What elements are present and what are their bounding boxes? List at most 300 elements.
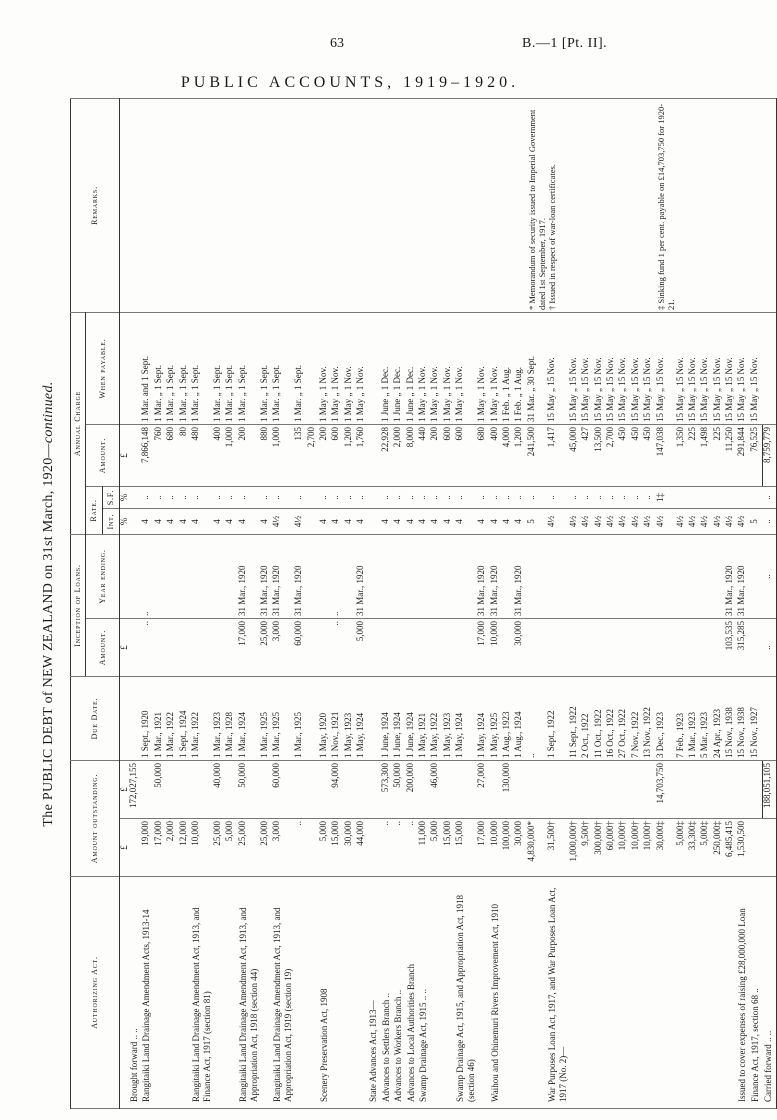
cell-when-payable: 1 June „ 1 Dec.	[381, 313, 393, 425]
cell-annual-amount: 1,200	[344, 425, 356, 487]
cell-outstanding-amount: 60,000†	[606, 819, 618, 877]
cell-due-date: 27 Oct., 1922	[618, 677, 630, 761]
cell-inception-amount	[581, 619, 593, 677]
cell-when-payable: 15 May „ 15 Nov.	[618, 313, 630, 425]
cell-outstanding-amount: 19,000	[141, 819, 153, 877]
cell-inception-year	[368, 535, 380, 619]
cell-rate-int: 4½	[294, 509, 306, 535]
cell-outstanding-amount: 10,000	[191, 819, 213, 877]
cell-when-payable: 15 May „ 15 Nov.	[725, 313, 737, 425]
cell-rate-sf: ..	[238, 487, 260, 509]
cell-rate-int	[368, 509, 380, 535]
table-row	[547, 99, 569, 1109]
cell-inception-year	[547, 535, 569, 619]
cell-rate-sf	[688, 487, 700, 509]
cell-when-payable: 1 Mar. „ 1 Sept.	[166, 313, 178, 425]
cell-outstanding-amount: 1,530,500	[737, 819, 749, 877]
cell-remarks: * Memorandum of security issued to Imperial Government dated 1st September, 1917.	[527, 99, 547, 313]
table-body	[129, 99, 776, 1109]
cell-outstanding-subtotal: 14,703,750	[656, 761, 676, 819]
table-row	[477, 99, 489, 1109]
cell-outstanding-amount: 10,000†	[643, 819, 655, 877]
cell-annual-amount: 1,200	[514, 425, 526, 487]
cell-outstanding-subtotal	[225, 761, 237, 819]
table-row	[141, 99, 153, 1109]
cell-outstanding-subtotal: 27,000	[477, 761, 489, 819]
cell-outstanding-amount: 12,000	[179, 819, 191, 877]
cell-outstanding-amount: 300,000†	[594, 819, 606, 877]
units-cell	[120, 313, 130, 425]
table-row	[631, 99, 643, 1109]
cell-inception-year: 31 Mar., 1920	[490, 535, 502, 619]
header-row-top	[71, 99, 86, 1109]
cell-inception-year	[443, 535, 455, 619]
cell-rate-int: 5	[750, 509, 763, 535]
cell-when-payable: 15 May „ 15 Nov.	[656, 313, 676, 425]
cell-inception-year: 31 Mar., 1920	[356, 535, 368, 619]
cell-outstanding-subtotal	[443, 761, 455, 819]
cell-rate-int: 4	[166, 509, 178, 535]
cell-when-payable: 15 May „ 15 Nov.	[713, 313, 725, 425]
cell-remarks	[455, 99, 477, 313]
cell-remarks	[191, 99, 213, 313]
col-year-ending: Year ending.	[86, 535, 120, 619]
cell-rate-int: 4½	[688, 509, 700, 535]
cell-due-date: 15 Nov., 1938	[737, 677, 749, 761]
cell-rate-sf: ..	[294, 487, 306, 509]
table-row	[490, 99, 502, 1109]
cell-rate-sf: ..	[260, 487, 272, 509]
table-row	[514, 99, 526, 1109]
cell-outstanding-subtotal: 50,000	[393, 761, 405, 819]
cell-annual-amount: 760	[154, 425, 166, 487]
cell-due-date: 1 Mar., 1922	[191, 677, 213, 761]
cell-rate-sf: ..	[514, 487, 526, 509]
cell-rate-int: 4	[213, 509, 225, 535]
cell-annual-amount: 680	[477, 425, 489, 487]
cell-due-date: 24 Apr., 1923	[713, 677, 725, 761]
cell-outstanding-amount: 30,000	[514, 819, 526, 877]
cell-inception-amount: 60,000	[294, 619, 306, 677]
cell-annual-amount: 291,844	[737, 425, 749, 487]
cell-authorizing-act: Rangitaiki Land Drainage Amendment Act, 1913, and Appropriation Act, 1919 (section 19)	[272, 877, 294, 1109]
table-row	[581, 99, 593, 1109]
cell-annual-amount: 427	[581, 425, 593, 487]
cell-remarks	[606, 99, 618, 313]
cell-inception-amount	[643, 619, 655, 677]
carried-forward-blank	[763, 819, 776, 877]
cell-inception-amount: 25,000	[260, 619, 272, 677]
cell-rate-sf: ..	[443, 487, 455, 509]
cell-outstanding-subtotal	[581, 761, 593, 819]
page-title: PUBLIC ACCOUNTS, 1919–1920.	[180, 74, 520, 91]
cell-annual-amount: 450	[618, 425, 630, 487]
cell-due-date: 3 Dec., 1923	[656, 677, 676, 761]
table-row	[688, 99, 700, 1109]
cell-inception-amount	[393, 619, 405, 677]
cell-outstanding-amount	[368, 819, 380, 877]
cell-rate-sf: ..	[477, 487, 489, 509]
cell-due-date: 1 May, 1925	[490, 677, 502, 761]
cell-rate-int: 4½	[594, 509, 606, 535]
cell-outstanding-subtotal: 50,000	[238, 761, 260, 819]
cell-rate-sf: ..	[569, 487, 581, 509]
cell-rate-int: 4	[238, 509, 260, 535]
cell-authorizing-act	[643, 877, 655, 1109]
cell-inception-amount	[225, 619, 237, 677]
cell-outstanding-subtotal	[368, 761, 380, 819]
units-cell	[120, 99, 130, 313]
cell-inception-year: ..	[141, 535, 153, 619]
units-percent: %	[120, 487, 130, 509]
cell-when-payable: 1 Mar. „ 1 Sept.	[272, 313, 294, 425]
table-row	[527, 99, 547, 1109]
cell-inception-amount	[688, 619, 700, 677]
cell-rate-sf: ..	[344, 487, 356, 509]
cell-authorizing-act	[700, 877, 712, 1109]
cell-outstanding-subtotal	[688, 761, 700, 819]
cell-rate-sf: ..	[618, 487, 630, 509]
cell-due-date: 11 Sept., 1922	[569, 677, 581, 761]
cell-due-date: 1 Mar., 1925	[260, 677, 272, 761]
cell-inception-amount	[381, 619, 393, 677]
col-amount-outstanding: Amount outstanding.	[71, 761, 120, 877]
cell-rate-int: 4½	[581, 509, 593, 535]
cell-inception-year	[581, 535, 593, 619]
cell-authorizing-act: Waihou and Ohinemuri Rivers Improvement Act, 1910	[490, 877, 502, 1109]
cell-remarks	[725, 99, 737, 313]
cell-inception-year: 31 Mar., 1920	[260, 535, 272, 619]
cell-outstanding-amount: ..	[294, 819, 306, 877]
cell-outstanding-subtotal: 50,000	[154, 761, 166, 819]
table-row	[319, 99, 331, 1109]
cell-annual-amount: 200	[430, 425, 442, 487]
units-pound: £	[120, 819, 130, 877]
cell-due-date: 1 Mar., 1928	[225, 677, 237, 761]
cell-rate-sf: ..	[643, 487, 655, 509]
table-row	[750, 99, 763, 1109]
cell-authorizing-act	[502, 877, 514, 1109]
cell-authorizing-act	[477, 877, 489, 1109]
table-row	[294, 99, 306, 1109]
cell-due-date: 1 May, 1920	[319, 677, 331, 761]
cell-when-payable: 15 May „ 15 Nov.	[643, 313, 655, 425]
table-row	[618, 99, 630, 1109]
cell-authorizing-act	[606, 877, 618, 1109]
carried-forward-incep-year: ..	[763, 535, 776, 619]
cell-outstanding-amount: 5,000‡	[700, 819, 712, 877]
cell-rate-sf: ..	[225, 487, 237, 509]
table-row	[129, 99, 141, 1109]
cell-outstanding-amount: 5,000	[430, 819, 442, 877]
cell-inception-amount: 315,285	[737, 619, 749, 677]
cell-annual-amount: 200	[238, 425, 260, 487]
cell-when-payable: 1 May „ 1 Nov.	[344, 313, 356, 425]
cell-authorizing-act: Issued to cover expenses of raising £28,000,000 Loan	[737, 877, 749, 1109]
cell-rate-sf: ..	[319, 487, 331, 509]
cell-outstanding-amount: 25,000	[260, 819, 272, 877]
document-reference: B.—1 [Pt. II].	[522, 36, 608, 51]
cell-annual-amount: 13,500	[594, 425, 606, 487]
cell-annual-amount: 680	[166, 425, 178, 487]
cell-outstanding-amount: 44,000	[356, 819, 368, 877]
table-row	[154, 99, 166, 1109]
cell-annual-amount: 880	[260, 425, 272, 487]
cell-inception-year	[656, 535, 676, 619]
cell-due-date: 1 Sept., 1920	[141, 677, 153, 761]
cell-authorizing-act: Advances to Local Authorities Branch	[406, 877, 418, 1109]
cell-when-payable: 1 May „ 1 Nov.	[455, 313, 477, 425]
table-title-main: The PUBLIC DEBT of NEW ZEALAND on 31st March, 1920—	[41, 443, 56, 827]
cell-rate-int: 4	[191, 509, 213, 535]
cell-inception-amount: 30,000	[514, 619, 526, 677]
cell-when-payable: 15 May „ 15 Nov.	[750, 313, 763, 425]
cell-inception-amount	[606, 619, 618, 677]
cell-remarks	[688, 99, 700, 313]
cell-authorizing-act	[443, 877, 455, 1109]
cell-when-payable: 15 May „ 15 Nov.	[569, 313, 581, 425]
cell-outstanding-amount: ..	[381, 819, 393, 877]
cell-rate-int: 4	[443, 509, 455, 535]
table-row	[569, 99, 581, 1109]
cell-remarks	[502, 99, 514, 313]
page-number: 63	[330, 36, 344, 51]
cell-authorizing-act	[179, 877, 191, 1109]
cell-annual-amount: 241,500	[527, 425, 547, 487]
cell-authorizing-act	[594, 877, 606, 1109]
cell-outstanding-subtotal	[618, 761, 630, 819]
cell-when-payable: 1 Mar. „ 1 Sept.	[191, 313, 213, 425]
cell-when-payable: 15 May „ 15 Nov.	[606, 313, 618, 425]
col-rate-int: Int.	[103, 509, 120, 535]
cell-annual-amount: 1,000	[225, 425, 237, 487]
cell-outstanding-amount: 10,000	[490, 819, 502, 877]
cell-rate-int: 4	[418, 509, 430, 535]
table-row	[307, 99, 319, 1109]
cell-due-date: 7 Feb., 1923	[676, 677, 688, 761]
cell-when-payable: 1 Mar. „ 1 Sept.	[260, 313, 272, 425]
cell-rate-int: 4	[260, 509, 272, 535]
cell-rate-int: 4	[406, 509, 418, 535]
cell-inception-year	[631, 535, 643, 619]
cell-inception-year: 31 Mar., 1920	[238, 535, 260, 619]
cell-authorizing-act: Brought forward .. ..	[129, 877, 141, 1109]
cell-annual-amount: 147,038	[656, 425, 676, 487]
cell-due-date: 1 June, 1924	[381, 677, 393, 761]
cell-rate-int: 4	[502, 509, 514, 535]
cell-inception-amount	[418, 619, 430, 677]
cell-annual-amount: 1,350	[676, 425, 688, 487]
col-annual-charge: Annual Charge	[71, 313, 86, 535]
units-percent: %	[120, 509, 130, 535]
cell-outstanding-amount: 11,000	[418, 819, 430, 877]
cell-inception-year	[643, 535, 655, 619]
cell-inception-amount: 103,535	[725, 619, 737, 677]
carried-forward-int: ..	[763, 509, 776, 535]
cell-inception-amount	[527, 619, 547, 677]
cell-authorizing-act	[688, 877, 700, 1109]
cell-rate-sf: ..	[166, 487, 178, 509]
cell-outstanding-amount: 5,000	[319, 819, 331, 877]
cell-inception-amount	[406, 619, 418, 677]
cell-annual-amount: 22,928	[381, 425, 393, 487]
cell-due-date: 1 May, 1923	[443, 677, 455, 761]
cell-rate-int: 4½	[569, 509, 581, 535]
cell-remarks	[393, 99, 405, 313]
cell-rate-sf	[725, 487, 737, 509]
cell-due-date: 5 Mar., 1923	[700, 677, 712, 761]
cell-inception-amount	[750, 619, 763, 677]
col-annual-amount: Amount.	[86, 425, 120, 487]
cell-inception-year	[430, 535, 442, 619]
cell-inception-amount	[191, 619, 213, 677]
cell-when-payable: 1 Mar. „ 1 Sept.	[225, 313, 237, 425]
cell-remarks	[581, 99, 593, 313]
cell-when-payable: 15 May „ 15 Nov.	[594, 313, 606, 425]
table-row	[331, 99, 343, 1109]
cell-authorizing-act: Swamp Drainage Act, 1915 .. ..	[418, 877, 430, 1109]
col-when-payable: When payable.	[86, 313, 120, 425]
table-row	[272, 99, 294, 1109]
cell-rate-int: 5	[527, 509, 547, 535]
cell-authorizing-act: State Advances Act, 1913—	[368, 877, 380, 1109]
cell-outstanding-amount: 17,000	[154, 819, 166, 877]
cell-due-date: 1 Mar., 1923	[688, 677, 700, 761]
units-pound: £	[120, 425, 130, 487]
cell-rate-int: 4	[331, 509, 343, 535]
cell-annual-amount: 7,866,148	[141, 425, 153, 487]
carried-forward-blank	[763, 677, 776, 761]
col-due-date: Due Date.	[71, 677, 120, 761]
cell-annual-amount: 400	[213, 425, 225, 487]
cell-rate-int: 4	[154, 509, 166, 535]
table-row	[238, 99, 260, 1109]
table-row	[656, 99, 676, 1109]
cell-outstanding-subtotal	[514, 761, 526, 819]
cell-remarks	[514, 99, 526, 313]
cell-outstanding-amount: 2,000	[166, 819, 178, 877]
cell-inception-year: 31 Mar., 1920	[725, 535, 737, 619]
units-cell	[120, 877, 130, 1109]
cell-when-payable: 1 Feb. „ 1 Aug.	[514, 313, 526, 425]
cell-when-payable: 1 Mar. and 1 Sept.	[141, 313, 153, 425]
cell-outstanding-amount: 33,300‡	[688, 819, 700, 877]
cell-remarks: † Issued in respect of war-loan certificates.	[547, 99, 569, 313]
cell-authorizing-act	[618, 877, 630, 1109]
cell-inception-year	[154, 535, 166, 619]
cell-rate-int: 4	[141, 509, 153, 535]
cell-rate-int: 4½	[547, 509, 569, 535]
cell-remarks	[631, 99, 643, 313]
cell-due-date: 1 June, 1924	[406, 677, 418, 761]
cell-due-date: 1 Aug., 1923	[502, 677, 514, 761]
table-row	[225, 99, 237, 1109]
cell-remarks	[272, 99, 294, 313]
cell-outstanding-subtotal	[643, 761, 655, 819]
table-row	[594, 99, 606, 1109]
cell-when-payable: 15 May „ 15 Nov.	[700, 313, 712, 425]
cell-inception-amount	[129, 619, 141, 677]
cell-when-payable: 15 May „ 15 Nov.	[631, 313, 643, 425]
cell-inception-year	[700, 535, 712, 619]
cell-due-date: 15 Nov., 1927	[750, 677, 763, 761]
cell-outstanding-subtotal	[455, 761, 477, 819]
table-row	[455, 99, 477, 1109]
cell-inception-amount	[676, 619, 688, 677]
cell-outstanding-subtotal	[713, 761, 725, 819]
units-cell	[120, 677, 130, 761]
cell-rate-int: 4	[393, 509, 405, 535]
cell-rate-sf: ..	[606, 487, 618, 509]
cell-outstanding-amount: 9,500†	[581, 819, 593, 877]
cell-remarks	[569, 99, 581, 313]
table-row	[393, 99, 405, 1109]
cell-due-date: 1 Mar., 1921	[154, 677, 166, 761]
cell-when-payable: 1 May „ 1 Nov.	[430, 313, 442, 425]
cell-inception-amount: 17,000	[238, 619, 260, 677]
cell-remarks	[418, 99, 430, 313]
cell-outstanding-subtotal	[725, 761, 737, 819]
cell-authorizing-act	[656, 877, 676, 1109]
cell-inception-year	[319, 535, 331, 619]
cell-inception-year: 31 Mar., 1920	[294, 535, 306, 619]
cell-outstanding-amount: 10,000†	[631, 819, 643, 877]
cell-authorizing-act	[631, 877, 643, 1109]
cell-annual-amount: 450	[643, 425, 655, 487]
col-inception-amount: Amount.	[86, 619, 120, 677]
col-inception: Inception of Loans.	[71, 535, 86, 677]
cell-remarks	[179, 99, 191, 313]
table-row	[356, 99, 368, 1109]
cell-annual-amount: 440	[418, 425, 430, 487]
cell-inception-year	[676, 535, 688, 619]
cell-due-date: 1 May, 1921	[418, 677, 430, 761]
cell-when-payable: 1 Mar. „ 1 Sept.	[179, 313, 191, 425]
cell-authorizing-act	[166, 877, 178, 1109]
cell-outstanding-subtotal	[606, 761, 618, 819]
cell-inception-year: 31 Mar., 1920	[477, 535, 489, 619]
carried-forward-incep-amount: ..	[763, 619, 776, 677]
cell-rate-sf: ..	[393, 487, 405, 509]
cell-due-date: 15 Nov., 1938	[725, 677, 737, 761]
cell-inception-year	[618, 535, 630, 619]
cell-inception-year	[606, 535, 618, 619]
cell-inception-amount	[656, 619, 676, 677]
cell-remarks	[154, 99, 166, 313]
cell-rate-sf	[750, 487, 763, 509]
cell-rate-sf: ..	[631, 487, 643, 509]
cell-remarks	[141, 99, 153, 313]
carried-forward-sf: ..	[763, 487, 776, 509]
cell-remarks	[331, 99, 343, 313]
cell-rate-sf: 1‡	[656, 487, 676, 509]
units-row	[120, 99, 130, 1109]
cell-annual-amount: 1,498	[700, 425, 712, 487]
cell-authorizing-act	[581, 877, 593, 1109]
cell-due-date: 1 Aug., 1924	[514, 677, 526, 761]
cell-due-date	[368, 677, 380, 761]
cell-rate-sf: ..	[381, 487, 393, 509]
cell-outstanding-subtotal	[750, 761, 763, 819]
cell-rate-int: 4½	[700, 509, 712, 535]
cell-outstanding-subtotal	[676, 761, 688, 819]
cell-outstanding-subtotal	[179, 761, 191, 819]
cell-annual-amount: 600	[455, 425, 477, 487]
cell-authorizing-act	[213, 877, 225, 1109]
units-cell	[120, 535, 130, 619]
cell-when-payable: 1 June „ 1 Dec.	[406, 313, 418, 425]
cell-due-date: 1 May, 1924	[455, 677, 477, 761]
